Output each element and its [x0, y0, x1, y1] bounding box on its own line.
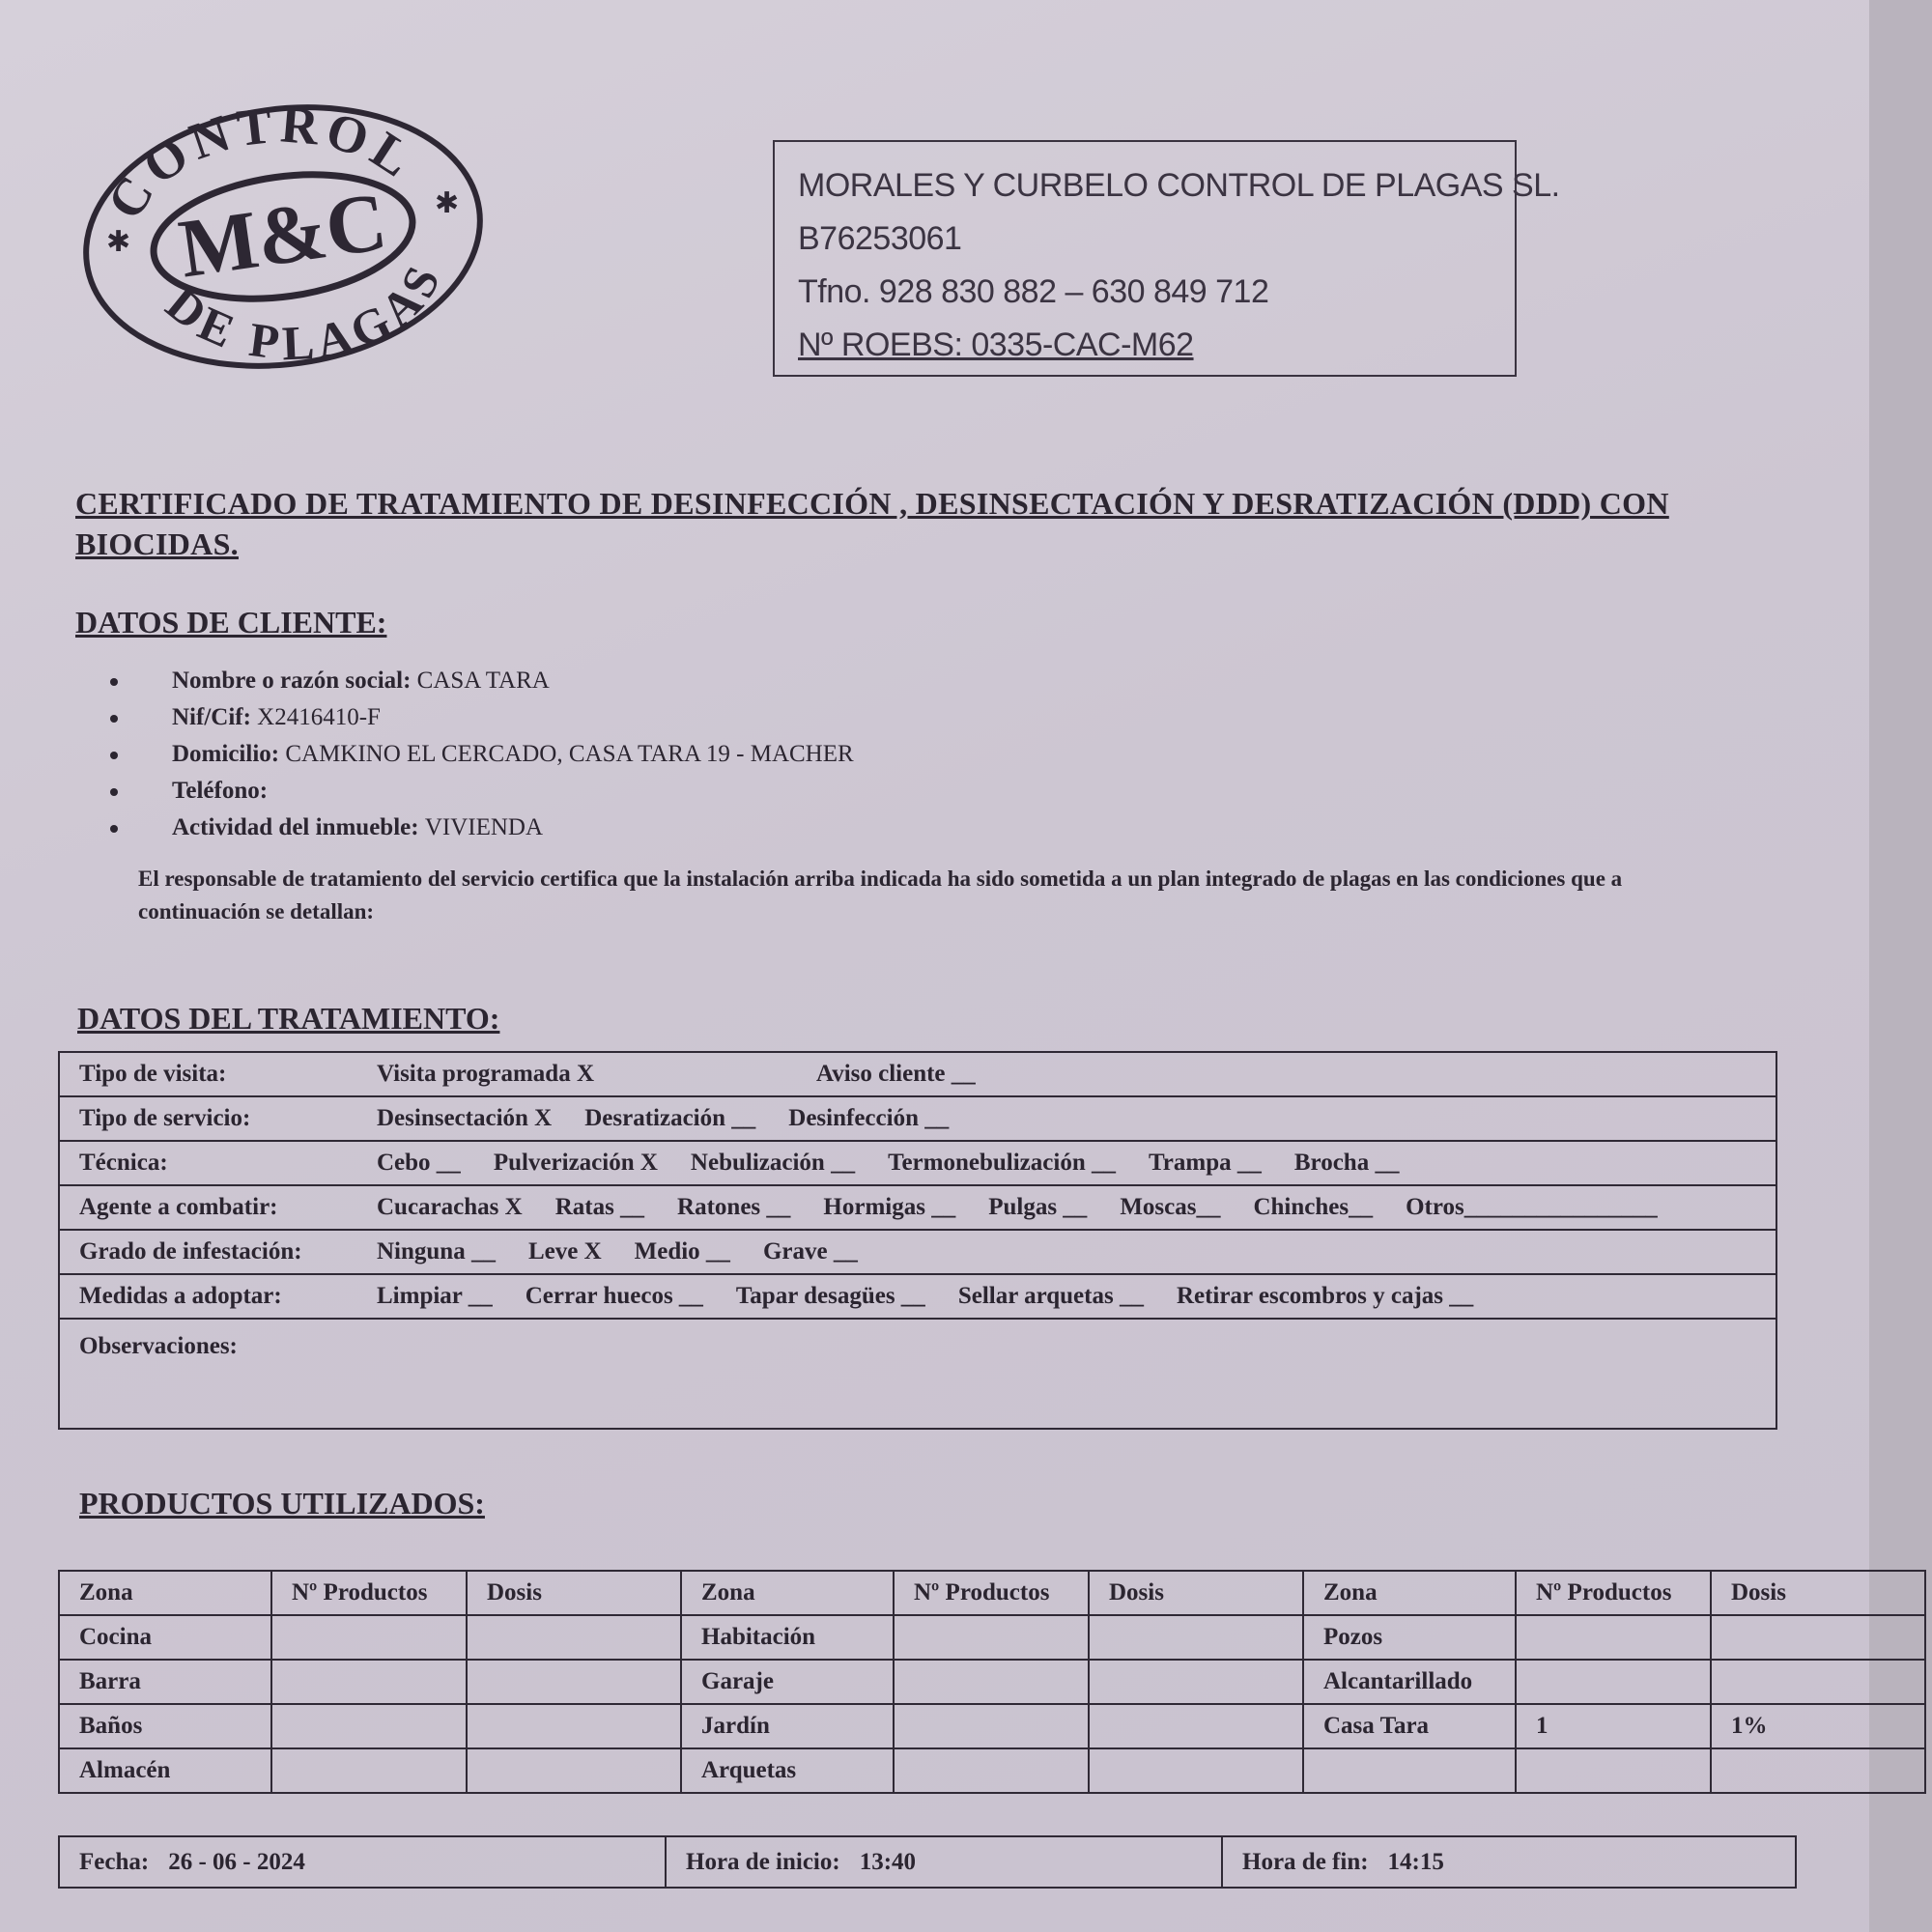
treatment-option: Grave __	[762, 1238, 858, 1264]
table-cell	[467, 1704, 681, 1748]
table-cell: Arquetas	[681, 1748, 894, 1793]
table-cell: Habitación	[681, 1615, 894, 1660]
treatment-option: Retirar escombros y cajas __	[1176, 1283, 1474, 1309]
treatment-row-label: Agente a combatir:	[79, 1194, 278, 1220]
table-cell: 1%	[1711, 1704, 1925, 1748]
treatment-option: Sellar arquetas __	[957, 1283, 1144, 1309]
treatment-option: Pulverización X	[493, 1150, 658, 1176]
list-item: Actividad del inmueble: VIVIENDA	[106, 810, 854, 846]
treatment-option: Pulgas __	[988, 1194, 1088, 1220]
treatment-option: Chinches__	[1253, 1194, 1374, 1220]
treatment-row-label: Medidas a adoptar:	[79, 1283, 282, 1309]
treatment-row	[60, 1097, 1776, 1142]
treatment-row	[60, 1231, 1776, 1275]
table-cell	[271, 1615, 467, 1660]
table-cell	[467, 1660, 681, 1704]
treatment-table	[58, 1051, 1777, 1430]
treatment-option: Brocha __	[1293, 1150, 1400, 1176]
table-cell	[1516, 1748, 1711, 1793]
table-header-row	[59, 1571, 1925, 1615]
treatment-options	[377, 1150, 1432, 1177]
treatment-option: Cucarachas X	[377, 1194, 523, 1220]
client-data-list	[106, 663, 854, 846]
treatment-option: Trampa __	[1148, 1150, 1262, 1176]
treatment-option: Visita programada X	[377, 1061, 594, 1087]
treatment-options	[377, 1194, 1690, 1221]
document-title: CERTIFICADO DE TRATAMIENTO DE DESINFECCIÓN , DESINSECTACIÓN Y DESRATIZACIÓN (DDD) CON BIOCIDAS.	[75, 486, 1669, 561]
svg-text:✱: ✱	[435, 187, 460, 219]
list-item: Nombre o razón social: CASA TARA	[106, 663, 854, 699]
table-header-cell: Zona	[59, 1571, 271, 1615]
table-cell	[1711, 1748, 1925, 1793]
company-name: MORALES Y CURBELO CONTROL DE PLAGAS SL.	[798, 167, 1560, 204]
start-time-value: 13:40	[859, 1849, 917, 1875]
treatment-row-label: Tipo de visita:	[79, 1061, 227, 1087]
products-heading: PRODUCTOS UTILIZADOS:	[79, 1486, 485, 1520]
table-row	[59, 1704, 1925, 1748]
table-header-cell: Zona	[681, 1571, 894, 1615]
treatment-option: Termonebulización __	[888, 1150, 1116, 1176]
treatment-options	[377, 1238, 891, 1265]
table-cell	[1711, 1660, 1925, 1704]
treatment-row	[60, 1053, 1776, 1097]
table-cell	[1089, 1660, 1303, 1704]
table-cell	[271, 1704, 467, 1748]
certification-text: El responsable de tratamiento del servicio certifica que la instalación arriba indicada ha sido sometida a un plan integrado de plagas en las condiciones que a continuación se detallan:	[138, 867, 1623, 923]
treatment-row-label: Técnica:	[79, 1150, 168, 1176]
table-cell: Almacén	[59, 1748, 271, 1793]
table-cell	[1516, 1615, 1711, 1660]
treatment-option: Desinfección __	[788, 1105, 950, 1131]
products-table	[58, 1570, 1926, 1794]
table-cell	[894, 1704, 1089, 1748]
treatment-option: Moscas__	[1120, 1194, 1221, 1220]
table-cell	[1516, 1660, 1711, 1704]
treatment-row	[60, 1186, 1776, 1231]
treatment-option: Otros________________	[1406, 1194, 1658, 1220]
treatment-option: Medio __	[634, 1238, 730, 1264]
treatment-option: Leve X	[527, 1238, 602, 1264]
table-cell	[1089, 1704, 1303, 1748]
stamp-graphic	[75, 97, 491, 377]
treatment-option: Limpiar __	[377, 1283, 493, 1309]
table-header-cell: Dosis	[467, 1571, 681, 1615]
table-cell	[1089, 1615, 1303, 1660]
treatment-row-label: Tipo de servicio:	[79, 1105, 251, 1131]
table-header-cell: Nº Productos	[1516, 1571, 1711, 1615]
treatment-options	[377, 1061, 1009, 1088]
table-cell: Jardín	[681, 1704, 894, 1748]
company-roebs: Nº ROEBS: 0335-CAC-M62	[798, 327, 1194, 363]
list-item: Nif/Cif: X2416410-F	[106, 699, 854, 736]
table-cell: Casa Tara	[1303, 1704, 1516, 1748]
treatment-option: Ratones __	[677, 1194, 791, 1220]
date-cell: Fecha: 26 - 06 - 2024	[58, 1835, 667, 1889]
table-cell: Alcantarillado	[1303, 1660, 1516, 1704]
table-header-cell: Zona	[1303, 1571, 1516, 1615]
treatment-option: Tapar desagües __	[735, 1283, 925, 1309]
table-cell: Garaje	[681, 1660, 894, 1704]
table-row	[59, 1748, 1925, 1793]
treatment-row	[60, 1142, 1776, 1186]
table-cell	[467, 1748, 681, 1793]
table-cell	[271, 1748, 467, 1793]
svg-text:✱: ✱	[106, 226, 131, 258]
table-cell	[271, 1660, 467, 1704]
treatment-option: Aviso cliente __	[816, 1061, 976, 1087]
table-cell	[467, 1615, 681, 1660]
list-item: Teléfono:	[106, 773, 854, 810]
treatment-options	[377, 1283, 1506, 1310]
date-value: 26 - 06 - 2024	[168, 1849, 305, 1875]
table-header-cell: Dosis	[1711, 1571, 1925, 1615]
company-info-box	[773, 140, 1560, 377]
company-phone: Tfno. 928 830 882 – 630 849 712	[798, 273, 1269, 310]
treatment-row	[60, 1275, 1776, 1320]
treatment-option: Desratización __	[584, 1105, 756, 1131]
table-row	[59, 1660, 1925, 1704]
table-header-cell: Nº Productos	[894, 1571, 1089, 1615]
observations-label: Observaciones:	[79, 1333, 238, 1359]
list-item: Domicilio: CAMKINO EL CERCADO, CASA TARA 19 - MACHER	[106, 736, 854, 773]
treatment-options	[377, 1105, 981, 1132]
table-row	[59, 1615, 1925, 1660]
table-cell	[894, 1615, 1089, 1660]
treatment-option: Ratas __	[554, 1194, 645, 1220]
company-cif: B76253061	[798, 220, 962, 257]
treatment-option: Cerrar huecos __	[525, 1283, 703, 1309]
company-stamp	[75, 97, 491, 377]
table-cell: 1	[1516, 1704, 1711, 1748]
table-cell	[1089, 1748, 1303, 1793]
treatment-option: Ninguna __	[377, 1238, 496, 1264]
start-time-cell: Hora de inicio: 13:40	[665, 1835, 1223, 1889]
table-cell: Barra	[59, 1660, 271, 1704]
svg-text:M&C: M&C	[173, 174, 392, 296]
table-cell: Cocina	[59, 1615, 271, 1660]
svg-text:DE PLAGAS: DE PLAGAS	[156, 252, 453, 371]
client-heading: DATOS DE CLIENTE:	[75, 605, 387, 639]
table-header-cell: Nº Productos	[271, 1571, 467, 1615]
table-cell	[1303, 1748, 1516, 1793]
table-cell: Baños	[59, 1704, 271, 1748]
treatment-option: Cebo __	[377, 1150, 461, 1176]
table-cell: Pozos	[1303, 1615, 1516, 1660]
footer-times	[58, 1835, 1797, 1893]
table-cell	[894, 1748, 1089, 1793]
treatment-option: Hormigas __	[823, 1194, 956, 1220]
svg-text:CONTROL: CONTROL	[96, 97, 427, 230]
treatment-heading: DATOS DEL TRATAMIENTO:	[77, 1001, 500, 1036]
end-time-cell: Hora de fin: 14:15	[1221, 1835, 1797, 1889]
treatment-option: Desinsectación X	[377, 1105, 553, 1131]
treatment-option: Nebulización __	[690, 1150, 856, 1176]
end-time-value: 14:15	[1387, 1849, 1444, 1875]
table-cell	[1711, 1615, 1925, 1660]
treatment-row-label: Grado de infestación:	[79, 1238, 302, 1264]
table-header-cell: Dosis	[1089, 1571, 1303, 1615]
table-cell	[894, 1660, 1089, 1704]
